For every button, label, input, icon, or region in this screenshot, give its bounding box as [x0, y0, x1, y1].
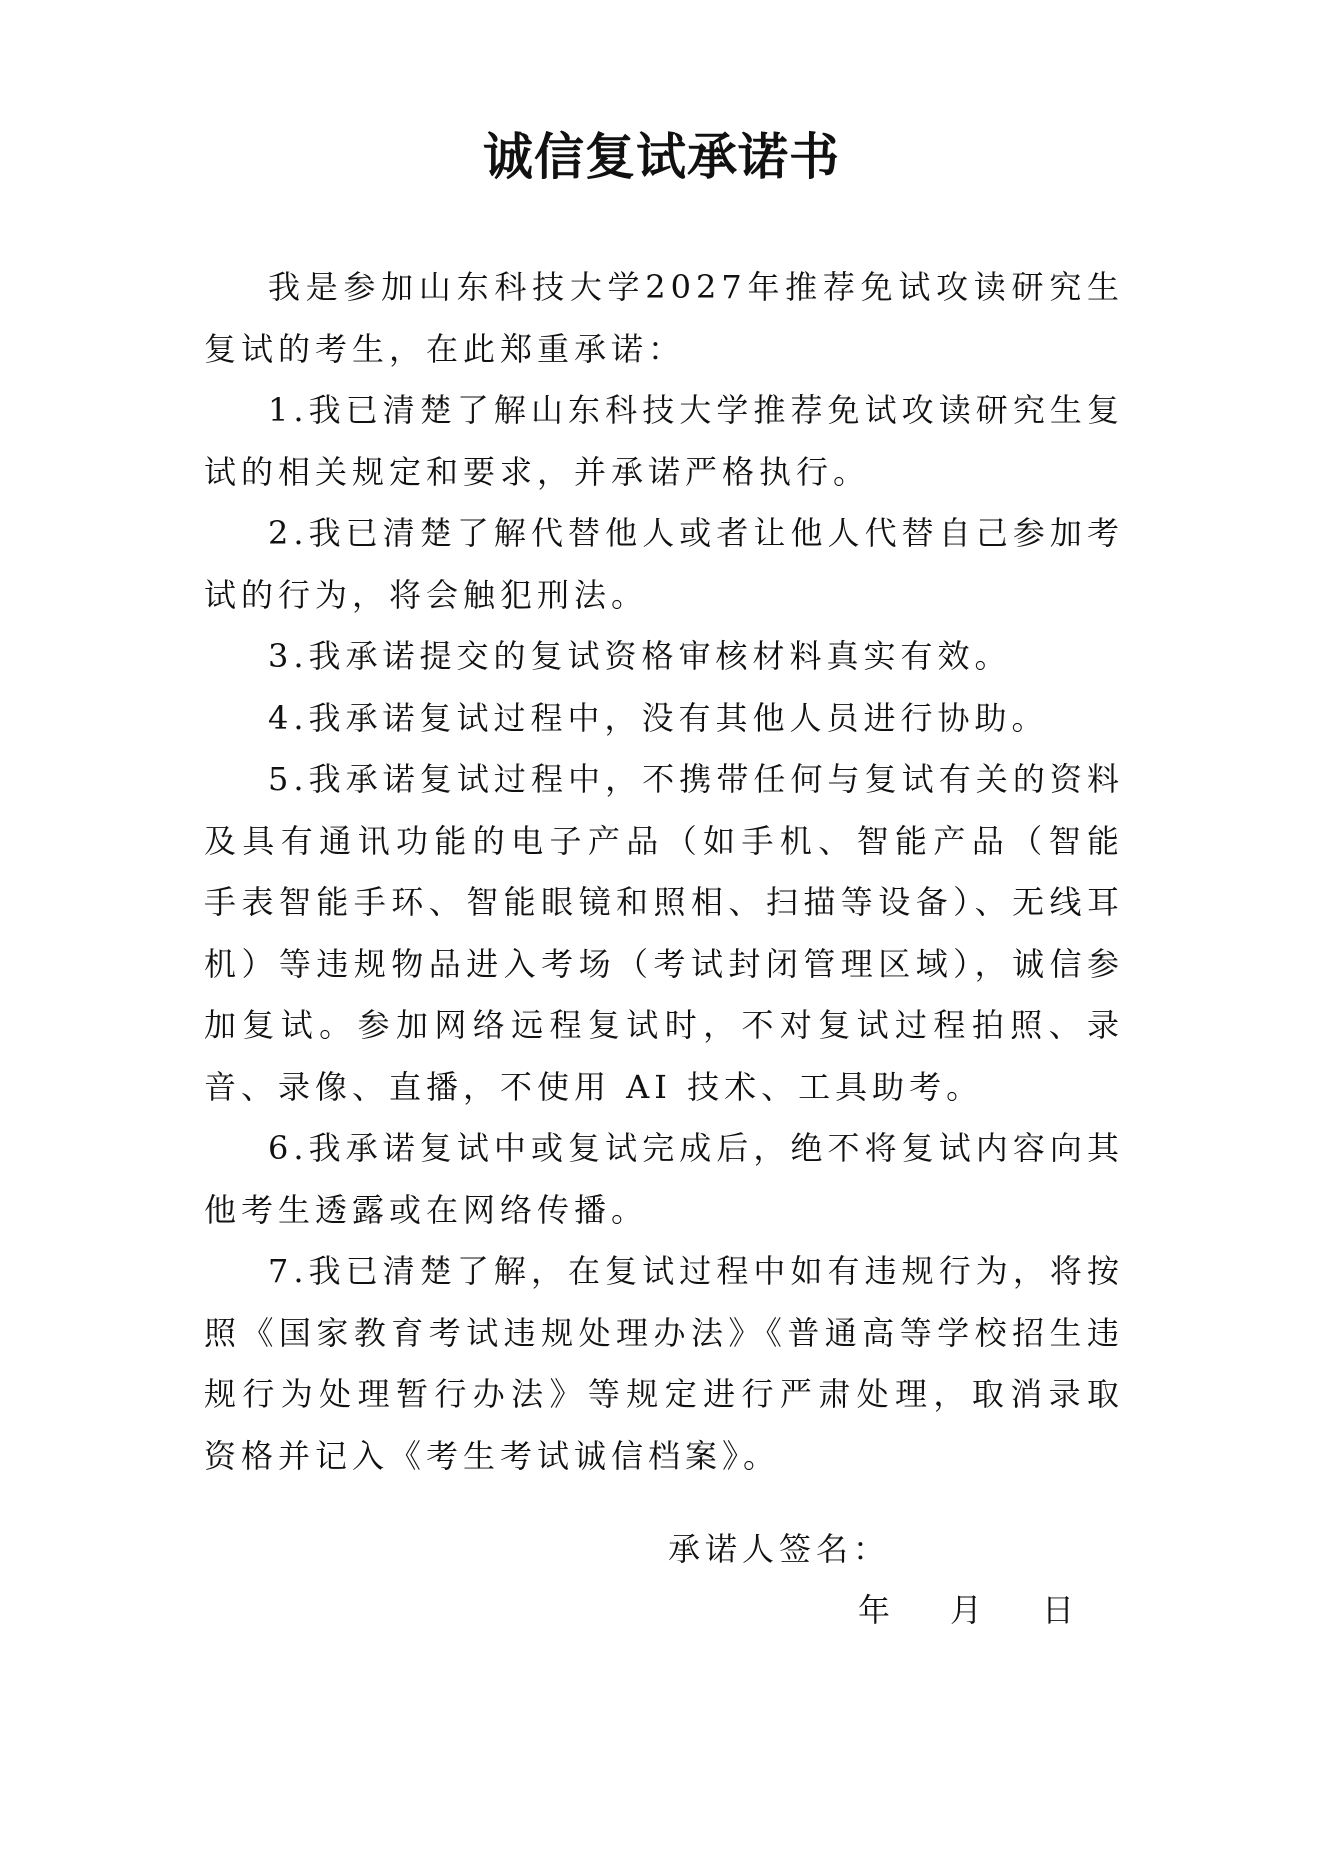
- pledge-body: [204, 257, 1124, 1487]
- date-line: [858, 1580, 1074, 1640]
- intro-paragraph: 我是参加山东科技大学2027年推荐免试攻读研究生复试的考生，在此郑重承诺：: [204, 268, 1124, 368]
- date-month-label: 月: [950, 1591, 983, 1629]
- pledge-item-4: 4.我承诺复试过程中，没有其他人员进行协助。: [268, 698, 1049, 737]
- pledge-item-2: 2.我已清楚了解代替他人或者让他人代替自己参加考试的行为，将会触犯刑法。: [204, 514, 1124, 614]
- pledge-item-6: 6.我承诺复试中或复试完成后，绝不将复试内容向其他考生透露或在网络传播。: [204, 1129, 1124, 1229]
- date-year-label: 年: [858, 1591, 891, 1629]
- pledge-item-3: 3.我承诺提交的复试资格审核材料真实有效。: [268, 637, 1012, 675]
- date-day-label: 日: [1042, 1591, 1075, 1629]
- pledge-item-7: 7.我已清楚了解，在复试过程中如有违规行为，将按照《国家教育考试违规处理办法》《普通高等学校招生违规行为处理暂行办法》等规定进行严肃处理，取消录取资格并记入《考生考试诚信档案》。: [204, 1252, 1124, 1475]
- signature-label: 承诺人签名：: [668, 1530, 891, 1568]
- pledge-item-5: 5.我承诺复试过程中，不携带任何与复试有关的资料及具有通讯功能的电子产品（如手机、智能产品（智能手表智能手环、智能眼镜和照相、扫描等设备）、无线耳机）等违规物品进入考场（考试封闭管理区域），诚信参加复试。参加网络远程复试时，不对复试过程拍照、录音、录像、直播，不使用 AI 技术、工具助考。: [204, 760, 1124, 1106]
- pledge-item-1: 1.我已清楚了解山东科技大学推荐免试攻读研究生复试的相关规定和要求，并承诺严格执行。: [204, 391, 1124, 491]
- document-title: 诚信复试承诺书: [483, 128, 840, 186]
